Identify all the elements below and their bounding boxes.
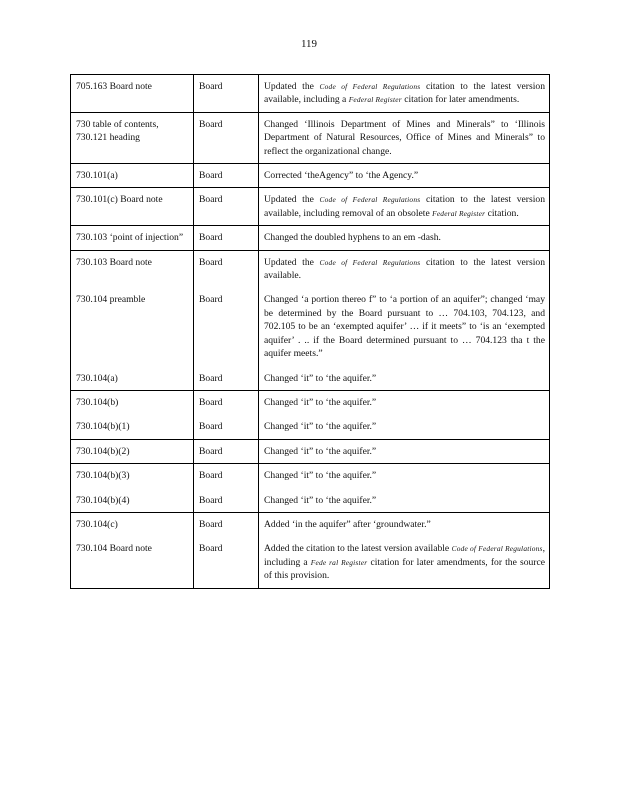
table-row: [71, 75, 550, 113]
section-cell: 730.103 ‘point of injection”: [71, 226, 194, 250]
table-row: [71, 409, 550, 439]
source-cell: Board: [194, 226, 259, 250]
cfr-italic: Code of Federal Regulations: [319, 82, 421, 91]
section-cell: 730.104(b)(1): [71, 409, 194, 439]
change-cell: Changed ‘it” to ‘the aquifer.”: [259, 390, 550, 409]
section-cell: 705.163 Board note: [71, 75, 194, 113]
section-cell: 730.101(a): [71, 164, 194, 188]
change-cell: Updated the Code of Federal Regulations citation to the latest version available.: [259, 250, 550, 282]
change-cell: Changed the doubled hyphens to an em -dash.: [259, 226, 550, 250]
federal-register-italic: Fede ral Register: [310, 557, 368, 567]
change-cell: Changed ‘it” to ‘the aquifer.”: [259, 409, 550, 439]
cfr-italic: Code of Federal Regulations: [319, 257, 421, 267]
table-row: [71, 439, 550, 463]
section-cell: 730.104(c): [71, 512, 194, 531]
change-cell: Updated the Code of Federal Regulations citation to the latest version available, including removal of an obsolete Federal Register citation.: [259, 188, 550, 226]
section-cell: 730.103 Board note: [71, 250, 194, 282]
table-row: [71, 226, 550, 250]
table-row: [71, 164, 550, 188]
federal-register-italic: Federal Register: [432, 208, 486, 218]
source-cell: Board: [194, 439, 259, 463]
change-cell: Corrected ‘theAgency” to ‘the Agency.”: [259, 164, 550, 188]
federal-register-italic: Federal Register: [348, 95, 402, 105]
table-row: [71, 531, 550, 588]
source-cell: Board: [194, 409, 259, 439]
section-cell: 730.104 Board note: [71, 531, 194, 588]
section-cell: 730.104(b)(4): [71, 483, 194, 513]
table-row: [71, 483, 550, 513]
source-cell: Board: [194, 282, 259, 360]
source-cell: Board: [194, 75, 259, 113]
table-row: [71, 250, 550, 282]
cfr-italic: Code of Federal Regulations: [319, 195, 421, 205]
source-cell: Board: [194, 390, 259, 409]
source-cell: Board: [194, 483, 259, 513]
table-row: [71, 464, 550, 483]
section-cell: 730.104(a): [71, 361, 194, 391]
source-cell: Board: [194, 361, 259, 391]
table-row: [71, 512, 550, 531]
change-cell: Added the citation to the latest version available Code of Federal Regulations, including a Fede ral Register citation for later amendments, for the source of this provision.: [259, 531, 550, 588]
section-cell: 730.104(b): [71, 390, 194, 409]
section-cell: 730 table of contents, 730.121 heading: [71, 112, 194, 163]
change-cell: Changed ‘it” to ‘the aquifer.”: [259, 439, 550, 463]
change-cell: Updated the Code of Federal Regulations citation to the latest version available, including a Federal Register citation for later amendments.: [259, 75, 550, 113]
source-cell: Board: [194, 464, 259, 483]
table-row: [71, 361, 550, 391]
source-cell: Board: [194, 250, 259, 282]
table-row: [71, 390, 550, 409]
change-cell: Changed ‘it” to ‘the aquifer.”: [259, 361, 550, 391]
change-cell: Added ‘in the aquifer” after ‘groundwater.”: [259, 512, 550, 531]
table-row: [71, 282, 550, 360]
table-row: [71, 188, 550, 226]
cfr-italic: Code of Federal Regulations: [451, 544, 543, 554]
section-cell: 730.104(b)(2): [71, 439, 194, 463]
source-cell: Board: [194, 112, 259, 163]
section-cell: 730.104 preamble: [71, 282, 194, 360]
amendments-table: [70, 74, 550, 589]
table-row: [71, 112, 550, 163]
source-cell: Board: [194, 188, 259, 226]
source-cell: Board: [194, 531, 259, 588]
source-cell: Board: [194, 164, 259, 188]
change-cell: Changed ‘it” to ‘the aquifer.”: [259, 483, 550, 513]
change-cell: Changed ‘it” to ‘the aquifer.”: [259, 464, 550, 483]
section-cell: 730.104(b)(3): [71, 464, 194, 483]
page-number: 119: [300, 38, 318, 50]
section-cell: 730.101(c) Board note: [71, 188, 194, 226]
change-cell: Changed ‘a portion thereo f” to ‘a portion of an aquifer”; changed ‘may be determined by the Board pursuant to … 704.103, 704.123, and 702.105 to be an ‘exempted aquifer’ … if it meets” to ‘is an ‘exempted aquifer’ . .. if the Board determined pursuant to … 704.123 tha t the aquifer meets.”: [259, 282, 550, 360]
source-cell: Board: [194, 512, 259, 531]
change-cell: Changed ‘Illinois Department of Mines and Minerals” to ‘Illinois Department of Natural Resources, Office of Mines and Minerals” to reflect the organizational change.: [259, 112, 550, 163]
